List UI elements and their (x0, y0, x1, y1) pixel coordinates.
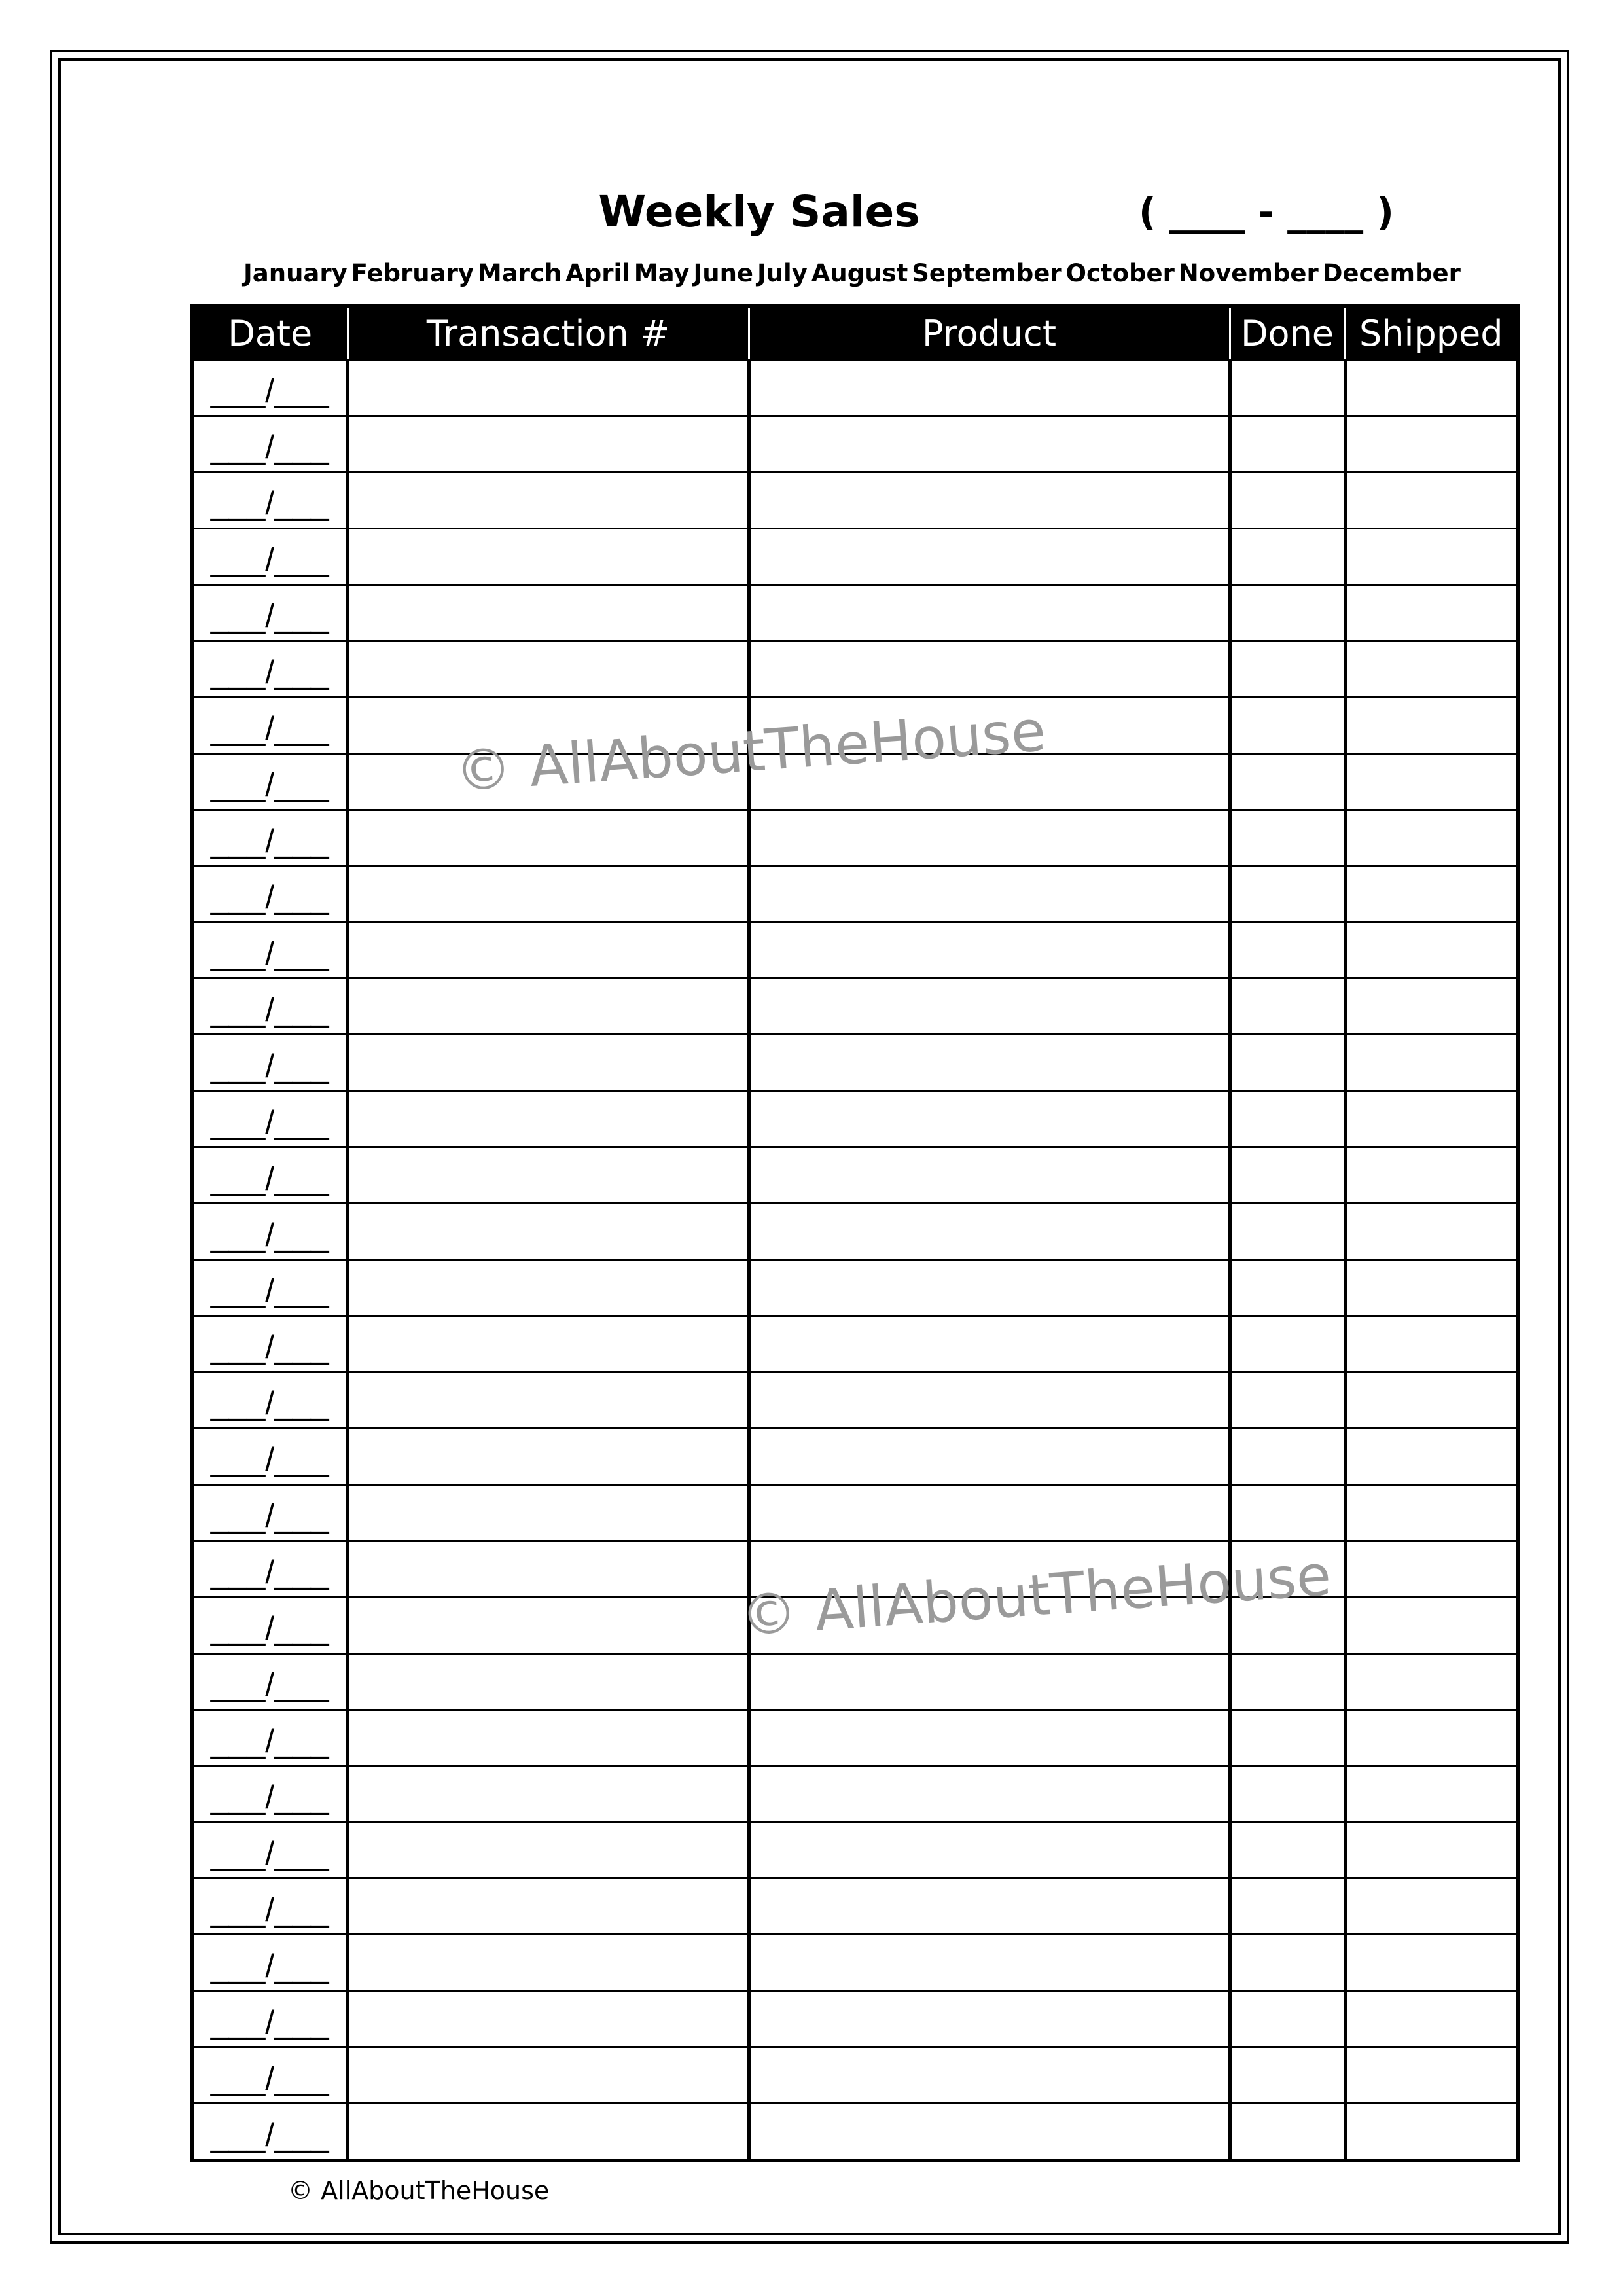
table-row (194, 1147, 1516, 1204)
table-row (194, 2104, 1516, 2159)
date-cell[interactable] (194, 1372, 348, 1428)
watermark: © AllAboutTheHouse (738, 1543, 1333, 1649)
done-cell[interactable] (1230, 1147, 1345, 1204)
table-row (194, 1428, 1516, 1484)
date-cell[interactable] (194, 1204, 348, 1260)
shipped-cell[interactable] (1345, 1653, 1516, 1710)
done-cell[interactable] (1230, 528, 1345, 584)
table-row (194, 1316, 1516, 1372)
table-row (194, 697, 1516, 753)
table-row (194, 472, 1516, 528)
date-blank: ___/___ (210, 2003, 329, 2041)
date-blank: ___/___ (210, 1441, 329, 1479)
table-row (194, 1991, 1516, 2047)
product-cell[interactable] (749, 753, 1230, 810)
product-cell[interactable] (749, 1260, 1230, 1316)
transaction-cell[interactable] (348, 360, 749, 416)
date-cell[interactable] (194, 416, 348, 472)
date-cell[interactable] (194, 1766, 348, 1822)
shipped-cell[interactable] (1345, 1147, 1516, 1204)
date-cell[interactable] (194, 1653, 348, 1710)
product-cell[interactable] (749, 1597, 1230, 1653)
transaction-cell[interactable] (348, 1316, 749, 1372)
product-cell[interactable] (749, 584, 1230, 641)
transaction-cell[interactable] (348, 2104, 749, 2159)
date-cell[interactable] (194, 1822, 348, 1878)
date-cell[interactable] (194, 1035, 348, 1091)
month-label: August (811, 259, 908, 287)
date-blank: ___/___ (210, 1103, 329, 1141)
shipped-cell[interactable] (1345, 528, 1516, 584)
transaction-cell[interactable] (348, 922, 749, 978)
transaction-cell[interactable] (348, 978, 749, 1035)
shipped-cell[interactable] (1345, 810, 1516, 866)
date-blank: ___/___ (210, 1216, 329, 1253)
transaction-cell[interactable] (348, 1766, 749, 1822)
month-label: January (243, 259, 348, 287)
column-header-transaction: Transaction # (348, 308, 749, 360)
shipped-cell[interactable] (1345, 1766, 1516, 1822)
date-cell[interactable] (194, 528, 348, 584)
product-cell[interactable] (749, 1091, 1230, 1147)
shipped-cell[interactable] (1345, 2104, 1516, 2159)
table-row (194, 922, 1516, 978)
month-label: July (757, 259, 808, 287)
done-cell[interactable] (1230, 1091, 1345, 1147)
shipped-cell[interactable] (1345, 1091, 1516, 1147)
product-cell[interactable] (749, 922, 1230, 978)
date-blank: ___/___ (210, 1498, 329, 1535)
product-cell[interactable] (749, 1991, 1230, 2047)
date-blank: ___/___ (210, 485, 329, 522)
done-cell[interactable] (1230, 1653, 1345, 1710)
month-label: March (477, 259, 562, 287)
transaction-cell[interactable] (348, 1541, 749, 1597)
table-row (194, 360, 1516, 416)
done-cell[interactable] (1230, 810, 1345, 866)
transaction-cell[interactable] (348, 1372, 749, 1428)
shipped-cell[interactable] (1345, 1428, 1516, 1484)
table-row (194, 416, 1516, 472)
column-header-shipped: Shipped (1345, 308, 1516, 360)
month-label: October (1065, 259, 1175, 287)
product-cell[interactable] (749, 1484, 1230, 1541)
date-cell[interactable] (194, 472, 348, 528)
date-blank: ___/___ (210, 1385, 329, 1422)
transaction-cell[interactable] (348, 1991, 749, 2047)
date-blank: ___/___ (210, 541, 329, 579)
table-row (194, 753, 1516, 810)
date-blank: ___/___ (210, 1272, 329, 1310)
table-row (194, 1372, 1516, 1428)
product-cell[interactable] (749, 1935, 1230, 1991)
month-label: June (693, 259, 754, 287)
done-cell[interactable] (1230, 697, 1345, 753)
product-cell[interactable] (749, 416, 1230, 472)
done-cell[interactable] (1230, 1428, 1345, 1484)
date-blank: ___/___ (210, 1329, 329, 1366)
shipped-cell[interactable] (1345, 866, 1516, 922)
done-cell[interactable] (1230, 416, 1345, 472)
transaction-cell[interactable] (348, 810, 749, 866)
date-cell[interactable] (194, 1091, 348, 1147)
date-blank: ___/___ (210, 1778, 329, 1816)
transaction-cell[interactable] (348, 1147, 749, 1204)
product-cell[interactable] (749, 1710, 1230, 1766)
table-row (194, 1766, 1516, 1822)
month-label: February (351, 259, 474, 287)
date-cell[interactable] (194, 2104, 348, 2159)
product-cell[interactable] (749, 472, 1230, 528)
date-blank: ___/___ (210, 878, 329, 916)
done-cell[interactable] (1230, 641, 1345, 697)
shipped-cell[interactable] (1345, 1935, 1516, 1991)
date-cell[interactable] (194, 360, 348, 416)
date-cell[interactable] (194, 1428, 348, 1484)
date-cell[interactable] (194, 753, 348, 810)
table-row (194, 584, 1516, 641)
done-cell[interactable] (1230, 1710, 1345, 1766)
date-cell[interactable] (194, 1147, 348, 1204)
product-cell[interactable] (749, 1541, 1230, 1597)
shipped-cell[interactable] (1345, 1372, 1516, 1428)
table-row (194, 641, 1516, 697)
table-row (194, 2047, 1516, 2104)
product-cell[interactable] (749, 978, 1230, 1035)
transaction-cell[interactable] (348, 1878, 749, 1935)
shipped-cell[interactable] (1345, 697, 1516, 753)
date-blank: ___/___ (210, 598, 329, 635)
shipped-cell[interactable] (1345, 1710, 1516, 1766)
done-cell[interactable] (1230, 753, 1345, 810)
product-cell[interactable] (749, 1822, 1230, 1878)
transaction-cell[interactable] (348, 697, 749, 753)
transaction-cell[interactable] (348, 472, 749, 528)
table-row (194, 1822, 1516, 1878)
date-cell[interactable] (194, 1484, 348, 1541)
done-cell[interactable] (1230, 1878, 1345, 1935)
done-cell[interactable] (1230, 1484, 1345, 1541)
date-blank: ___/___ (210, 2116, 329, 2153)
table-row (194, 1653, 1516, 1710)
date-blank: ___/___ (210, 1666, 329, 1704)
footer-copyright: © AllAboutTheHouse (288, 2176, 550, 2205)
table-row (194, 1260, 1516, 1316)
shipped-cell[interactable] (1345, 753, 1516, 810)
product-cell[interactable] (749, 2104, 1230, 2159)
done-cell[interactable] (1230, 1541, 1345, 1597)
shipped-cell[interactable] (1345, 1991, 1516, 2047)
date-blank: ___/___ (210, 2060, 329, 2097)
shipped-cell[interactable] (1345, 1316, 1516, 1372)
table-row (194, 1091, 1516, 1147)
transaction-cell[interactable] (348, 1260, 749, 1316)
transaction-cell[interactable] (348, 1935, 749, 1991)
product-cell[interactable] (749, 1428, 1230, 1484)
date-cell[interactable] (194, 978, 348, 1035)
shipped-cell[interactable] (1345, 360, 1516, 416)
shipped-cell[interactable] (1345, 2047, 1516, 2104)
product-cell[interactable] (749, 810, 1230, 866)
transaction-cell[interactable] (348, 584, 749, 641)
month-label: May (633, 259, 690, 287)
shipped-cell[interactable] (1345, 1878, 1516, 1935)
transaction-cell[interactable] (348, 1091, 749, 1147)
product-cell[interactable] (749, 1316, 1230, 1372)
date-blank: ___/___ (210, 654, 329, 691)
date-cell[interactable] (194, 866, 348, 922)
product-cell[interactable] (749, 1653, 1230, 1710)
column-header-done: Done (1230, 308, 1345, 360)
product-cell[interactable] (749, 1372, 1230, 1428)
date-cell[interactable] (194, 1316, 348, 1372)
product-cell[interactable] (749, 641, 1230, 697)
table-row (194, 528, 1516, 584)
date-cell[interactable] (194, 1935, 348, 1991)
product-cell[interactable] (749, 1204, 1230, 1260)
transaction-cell[interactable] (348, 641, 749, 697)
shipped-cell[interactable] (1345, 416, 1516, 472)
transaction-cell[interactable] (348, 1653, 749, 1710)
date-cell[interactable] (194, 2047, 348, 2104)
done-cell[interactable] (1230, 1035, 1345, 1091)
done-cell[interactable] (1230, 1935, 1345, 1991)
product-cell[interactable] (749, 528, 1230, 584)
done-cell[interactable] (1230, 472, 1345, 528)
transaction-cell[interactable] (348, 866, 749, 922)
table-row (194, 810, 1516, 866)
shipped-cell[interactable] (1345, 922, 1516, 978)
date-blank: ___/___ (210, 1160, 329, 1197)
done-cell[interactable] (1230, 1597, 1345, 1653)
watermark: © AllAboutTheHouse (453, 698, 1048, 805)
date-blank: ___/___ (210, 710, 329, 747)
shipped-cell[interactable] (1345, 1204, 1516, 1260)
table-row (194, 1710, 1516, 1766)
date-cell[interactable] (194, 1597, 348, 1653)
done-cell[interactable] (1230, 1822, 1345, 1878)
month-label: November (1178, 259, 1319, 287)
done-cell[interactable] (1230, 1991, 1345, 2047)
date-blank: ___/___ (210, 991, 329, 1028)
date-cell[interactable] (194, 584, 348, 641)
table-header-row (194, 308, 1516, 360)
date-cell[interactable] (194, 1710, 348, 1766)
shipped-cell[interactable] (1345, 1484, 1516, 1541)
date-blank: ___/___ (210, 1610, 329, 1647)
done-cell[interactable] (1230, 584, 1345, 641)
date-blank: ___/___ (210, 1554, 329, 1591)
transaction-cell[interactable] (348, 1428, 749, 1484)
product-cell[interactable] (749, 1878, 1230, 1935)
date-range-field: ( ____ - ____ ) (1139, 190, 1394, 234)
date-cell[interactable] (194, 1260, 348, 1316)
product-cell[interactable] (749, 360, 1230, 416)
done-cell[interactable] (1230, 922, 1345, 978)
date-blank: ___/___ (210, 1722, 329, 1759)
shipped-cell[interactable] (1345, 1597, 1516, 1653)
transaction-cell[interactable] (348, 416, 749, 472)
table-row (194, 866, 1516, 922)
done-cell[interactable] (1230, 1204, 1345, 1260)
done-cell[interactable] (1230, 360, 1345, 416)
date-blank: ___/___ (210, 1047, 329, 1085)
table-row (194, 1935, 1516, 1991)
product-cell[interactable] (749, 1147, 1230, 1204)
transaction-cell[interactable] (348, 1035, 749, 1091)
shipped-cell[interactable] (1345, 1541, 1516, 1597)
column-header-product: Product (749, 308, 1230, 360)
date-cell[interactable] (194, 922, 348, 978)
date-cell[interactable] (194, 697, 348, 753)
table-row (194, 1878, 1516, 1935)
done-cell[interactable] (1230, 1372, 1345, 1428)
transaction-cell[interactable] (348, 2047, 749, 2104)
page-title: Weekly Sales (598, 187, 920, 237)
month-list (243, 259, 1461, 287)
month-label: December (1322, 259, 1461, 287)
shipped-cell[interactable] (1345, 1035, 1516, 1091)
transaction-cell[interactable] (348, 1204, 749, 1260)
date-blank: ___/___ (210, 766, 329, 804)
date-cell[interactable] (194, 810, 348, 866)
table-row (194, 1035, 1516, 1091)
table-row (194, 1597, 1516, 1653)
month-label: September (912, 259, 1062, 287)
product-cell[interactable] (749, 2047, 1230, 2104)
product-cell[interactable] (749, 1035, 1230, 1091)
product-cell[interactable] (749, 1766, 1230, 1822)
done-cell[interactable] (1230, 1260, 1345, 1316)
date-cell[interactable] (194, 1541, 348, 1597)
transaction-cell[interactable] (348, 528, 749, 584)
product-cell[interactable] (749, 866, 1230, 922)
done-cell[interactable] (1230, 2104, 1345, 2159)
shipped-cell[interactable] (1345, 472, 1516, 528)
done-cell[interactable] (1230, 2047, 1345, 2104)
done-cell[interactable] (1230, 1316, 1345, 1372)
shipped-cell[interactable] (1345, 1822, 1516, 1878)
date-cell[interactable] (194, 1878, 348, 1935)
date-blank: ___/___ (210, 1891, 329, 1928)
month-label: April (565, 259, 630, 287)
table-row (194, 1541, 1516, 1597)
table-row (194, 1484, 1516, 1541)
shipped-cell[interactable] (1345, 641, 1516, 697)
date-blank: ___/___ (210, 822, 329, 859)
transaction-cell[interactable] (348, 1597, 749, 1653)
date-cell[interactable] (194, 1991, 348, 2047)
transaction-cell[interactable] (348, 753, 749, 810)
date-blank: ___/___ (210, 429, 329, 466)
shipped-cell[interactable] (1345, 584, 1516, 641)
transaction-cell[interactable] (348, 1710, 749, 1766)
table-row (194, 1204, 1516, 1260)
transaction-cell[interactable] (348, 1484, 749, 1541)
date-blank: ___/___ (210, 935, 329, 972)
date-blank: ___/___ (210, 1947, 329, 1984)
table-row (194, 978, 1516, 1035)
date-blank: ___/___ (210, 372, 329, 410)
transaction-cell[interactable] (348, 1822, 749, 1878)
sales-log-table (190, 304, 1520, 2162)
done-cell[interactable] (1230, 866, 1345, 922)
done-cell[interactable] (1230, 1766, 1345, 1822)
column-header-date: Date (194, 308, 348, 360)
done-cell[interactable] (1230, 978, 1345, 1035)
date-cell[interactable] (194, 641, 348, 697)
shipped-cell[interactable] (1345, 1260, 1516, 1316)
product-cell[interactable] (749, 697, 1230, 753)
date-blank: ___/___ (210, 1835, 329, 1872)
shipped-cell[interactable] (1345, 978, 1516, 1035)
